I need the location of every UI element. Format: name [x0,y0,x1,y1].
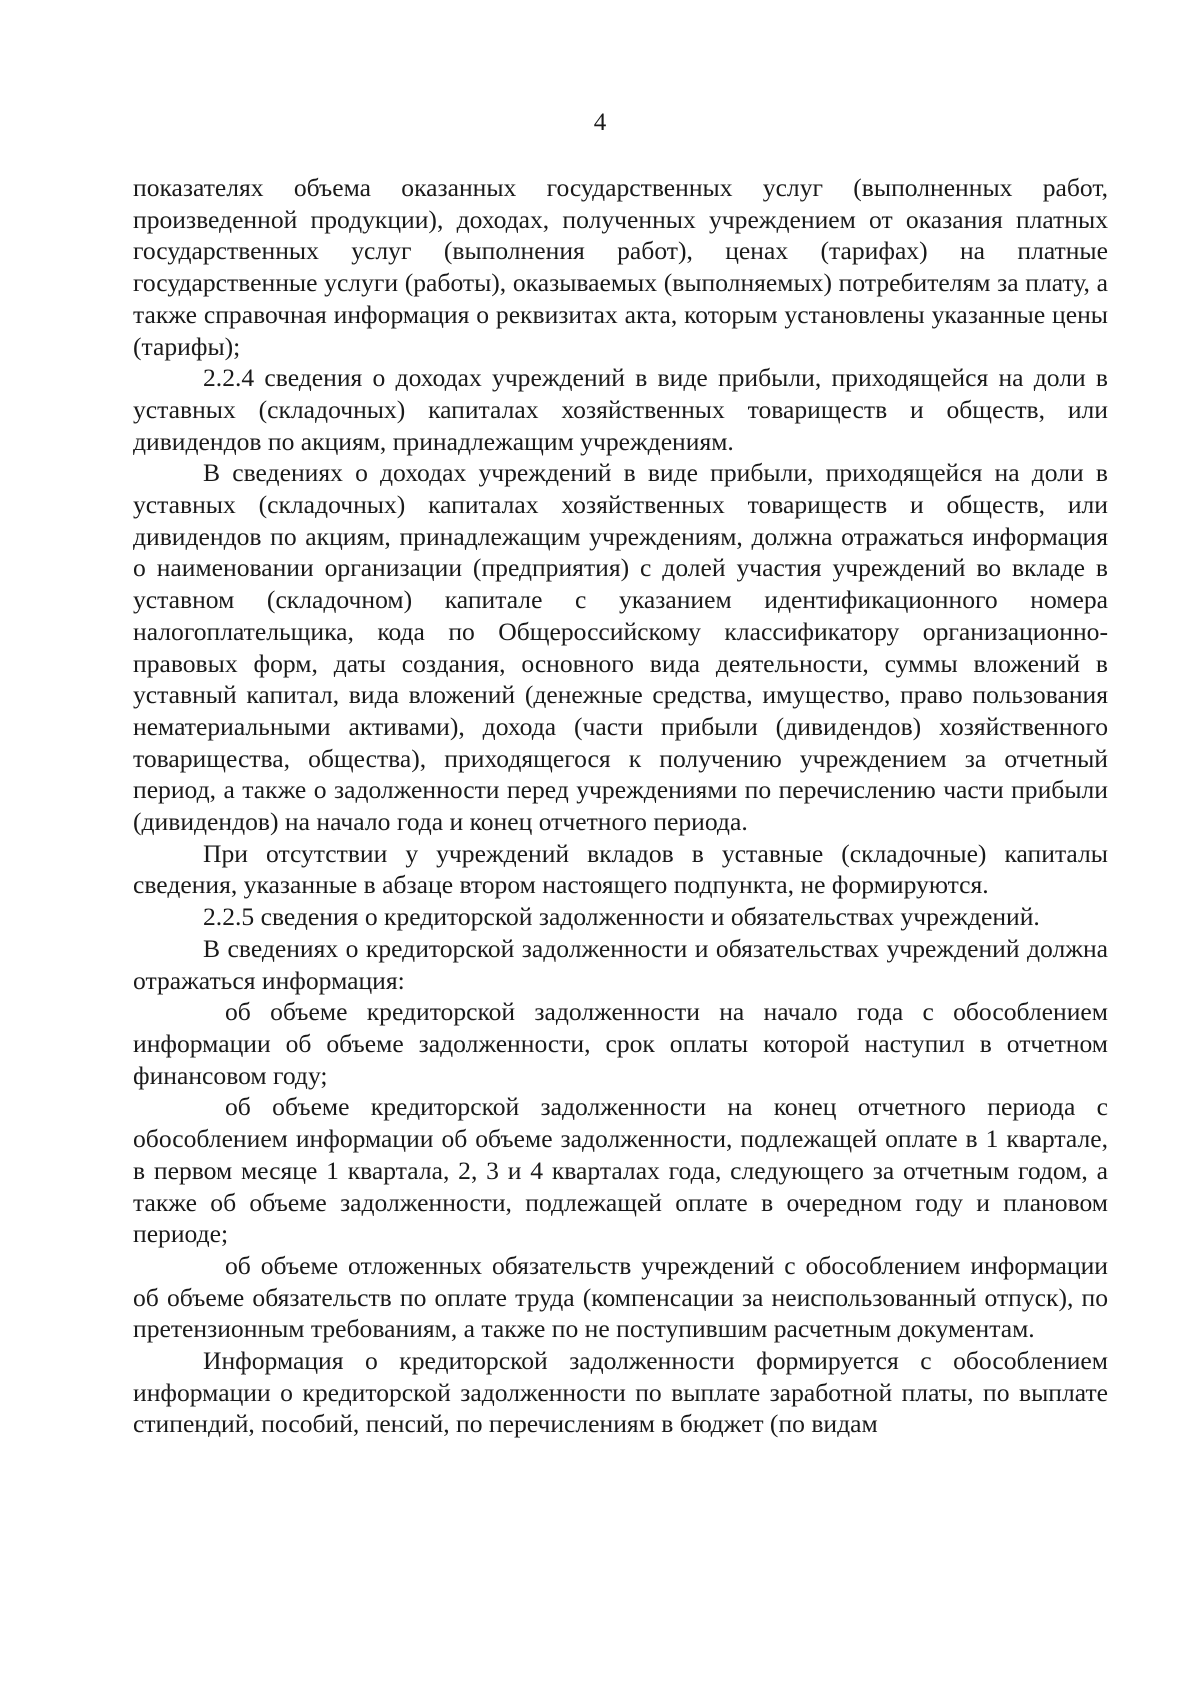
paragraph-income-details: В сведениях о доходах учреждений в виде прибыли, приходящейся на доли в уставных (складочных) капиталах хозяйственных товариществ и обществ, или дивидендов по акциям, принадлежащим учреждениям, должна отражаться информация о наименовании организации (предприятия) с долей участия учреждений во вкладе в уставном (складочном) капитале с указанием идентификационного номера налогоплательщика, кода по Общероссийскому классификатору организационно-правовых форм, даты создания, основного вида деятельности, суммы вложений в уставный капитал, вида вложений (денежные средства, имущество, право пользования нематериальными активами), дохода (части прибыли (дивидендов) хозяйственного товарищества, общества), приходящегося к получению учреждением за отчетный период, а также о задолженности перед учреждениями по перечислению части прибыли (дивидендов) на начало года и конец отчетного периода. [133,458,1108,837]
paragraph-2-2-5: 2.2.5 сведения о кредиторской задолженности и обязательствах учреждений. [203,902,1040,932]
paragraph-continuation: показателях объема оказанных государственных услуг (выполненных работ, произведенной продукции), доходах, полученных учреждением от оказания платных государственных услуг (выполнения работ), ценах (тарифах) на платные государственные услуги (работы), оказываемых (выполняемых) потребителям за плату, а также справочная информация о реквизитах акта, которым установлены указанные цены (тарифы); [133,173,1108,361]
paragraph-payables-end-of-period: об объеме кредиторской задолженности на конец отчетного периода с обособлением информации об объеме задолженности, подлежащей оплате в 1 квартале, в первом месяце 1 квартала, 2, 3 и 4 кварталах года, следующего за отчетным годом, а также об объеме задолженности, подлежащей оплате в очередном году и плановом периоде; [133,1092,1108,1249]
document-body [133,172,1108,1440]
paragraph-no-contributions: При отсутствии у учреждений вкладов в уставные (складочные) капиталы сведения, указанные в абзаце втором настоящего подпункта, не формируются. [133,838,1108,900]
paragraph-2-2-4: 2.2.4 сведения о доходах учреждений в виде прибыли, приходящейся на доли в уставных (складочных) капиталах хозяйственных товариществ и обществ, или дивидендов по акциям, принадлежащим учреждениям. [133,363,1108,456]
paragraph-payables-start-of-year: об объеме кредиторской задолженности на начало года с обособлением информации об объеме задолженности, срок оплаты которой наступил в отчетном финансовом году; [133,997,1108,1090]
paragraph-payables-breakdown: Информация о кредиторской задолженности формируется с обособлением информации о кредиторской задолженности по выплате заработной платы, по выплате стипендий, пособий, пенсий, по перечислениям в бюджет (по видам [133,1346,1108,1439]
paragraph-deferred-obligations: об объеме отложенных обязательств учреждений с обособлением информации об объеме обязательств по оплате труда (компенсации за неиспользованный отпуск), по претензионным требованиям, а также по не поступившим расчетным документам. [133,1250,1108,1344]
page-number: 4 [593,109,607,136]
paragraph-payables-intro: В сведениях о кредиторской задолженности и обязательствах учреждений должна отражаться информация: [133,933,1108,995]
